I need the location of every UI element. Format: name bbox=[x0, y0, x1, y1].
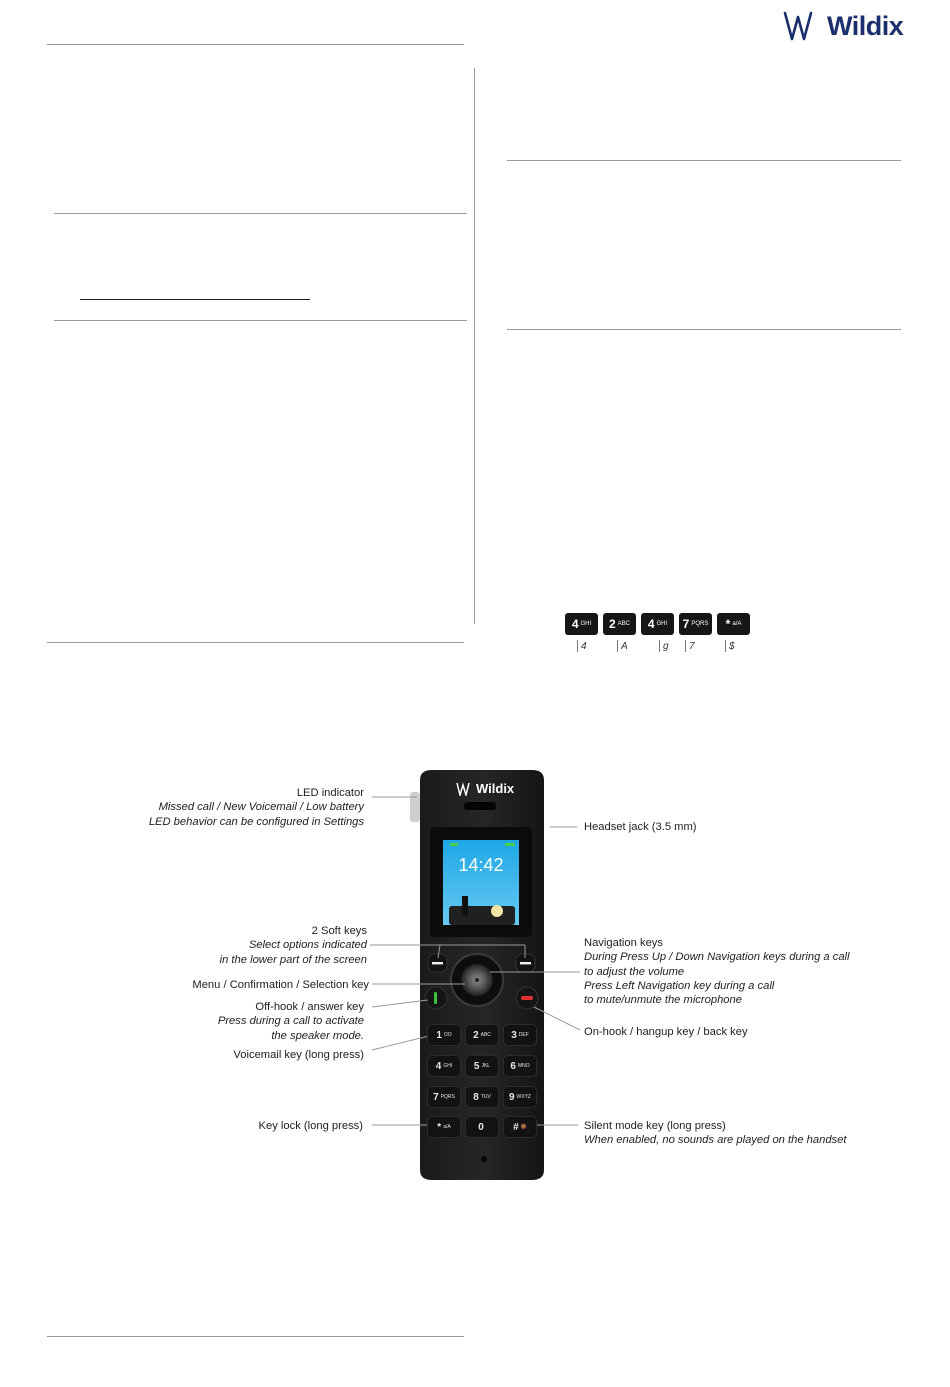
microphone bbox=[481, 1156, 487, 1162]
seq-char: $ bbox=[725, 640, 735, 652]
keypad-key[interactable]: 4 GHI bbox=[427, 1055, 461, 1077]
callout-onhook: On-hook / hangup key / back key bbox=[584, 1026, 748, 1038]
softkey-left-line bbox=[432, 962, 443, 964]
seq-char: 4 bbox=[577, 640, 587, 652]
callout-silent: Silent mode key (long press) When enabled, no sounds are played on the handset bbox=[584, 1120, 847, 1147]
keypad-key[interactable]: 5 JKL bbox=[465, 1055, 499, 1077]
seq-char: g bbox=[659, 640, 669, 652]
seq-key: * a/A bbox=[717, 613, 750, 635]
keypad-key-star[interactable]: * a/A bbox=[427, 1116, 461, 1138]
keypad-key[interactable]: 3 DEF bbox=[503, 1024, 537, 1046]
seq-key: 7 PQRS bbox=[679, 613, 712, 635]
seq-key: 4 GHI bbox=[565, 613, 598, 635]
keypad-key[interactable]: 1 OO bbox=[427, 1024, 461, 1046]
callout-softkeys: 2 Soft keys Select options indicated in the lower part of the screen bbox=[219, 925, 367, 966]
seq-key: 2 ABC bbox=[603, 613, 636, 635]
softkey-right-line bbox=[520, 962, 531, 964]
callout-offhook: Off-hook / answer key Press during a call to activate the speaker mode. bbox=[217, 1001, 364, 1042]
callout-keylock: Key lock (long press) bbox=[258, 1120, 363, 1132]
keypad-key-hash[interactable]: # 🔕 bbox=[503, 1116, 537, 1138]
callout-voicemail: Voicemail key (long press) bbox=[233, 1049, 364, 1061]
keypad-key[interactable]: 6 MNO bbox=[503, 1055, 537, 1077]
keypad-key[interactable]: 0 bbox=[465, 1116, 499, 1138]
logo-text: Wildix bbox=[827, 10, 904, 41]
callout-led: LED indicator Missed call / New Voicemail / Low battery LED behavior can be configured in Settings bbox=[148, 787, 364, 828]
seq-char: A bbox=[617, 640, 628, 652]
screen-clock: 14:42 bbox=[458, 855, 504, 875]
envelope-icon bbox=[491, 905, 503, 917]
battery-indicator bbox=[505, 843, 515, 846]
callout-navigation: Navigation keys During Press Up / Down Navigation keys during a call to adjust the volume Press Left Navigation key during a call to mute/unmute the microphone bbox=[584, 937, 850, 1007]
earpiece bbox=[464, 802, 496, 810]
keypad-key[interactable]: 2 ABC bbox=[465, 1024, 499, 1046]
wildix-handset-icon bbox=[456, 782, 474, 796]
keypad-key[interactable]: 8 TUV bbox=[465, 1086, 499, 1108]
callout-menu: Menu / Confirmation / Selection key bbox=[192, 979, 369, 991]
keypad-key[interactable]: 9 WXYZ bbox=[503, 1086, 537, 1108]
handset-brand: Wildix bbox=[456, 781, 514, 796]
callout-headset: Headset jack (3.5 mm) bbox=[584, 821, 697, 833]
seq-char: 7 bbox=[685, 640, 695, 652]
signal-indicator bbox=[450, 843, 458, 846]
seq-key: 4 GHI bbox=[641, 613, 674, 635]
charger-handset bbox=[462, 896, 468, 916]
charger-base bbox=[449, 906, 515, 925]
keypad-key[interactable]: 7 PQRS bbox=[427, 1086, 461, 1108]
